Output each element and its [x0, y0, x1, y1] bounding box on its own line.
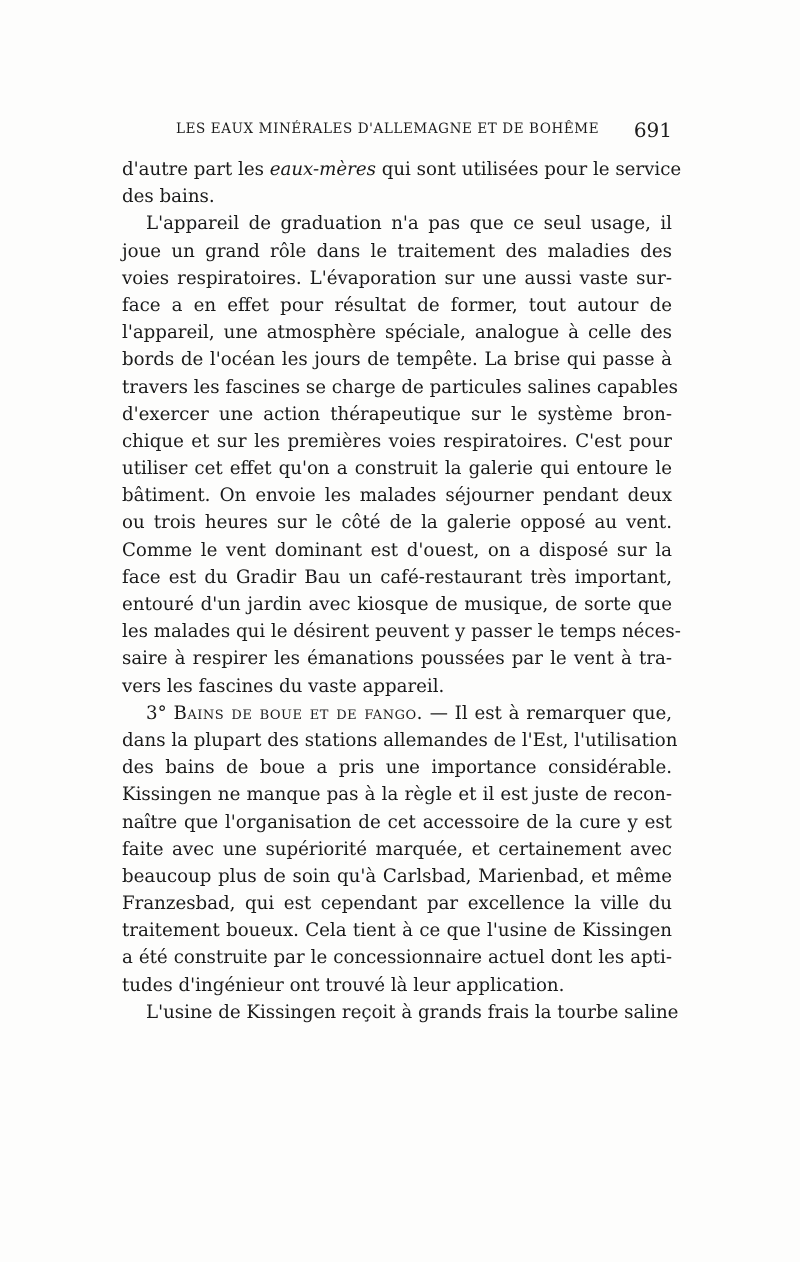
line-text: naître que l'organisation de cet accessoire de la cure y est: [122, 811, 672, 833]
line-text: Kissingen ne manque pas à la règle et il est juste de recon-: [122, 784, 672, 806]
text-line: [122, 455, 672, 482]
text-line: [122, 645, 672, 672]
text-line: [122, 210, 672, 237]
text-line: [122, 727, 678, 754]
line-text: des bains.: [122, 186, 215, 208]
line-text: bords de l'océan les jours de tempête. La brise qui passe à: [122, 349, 672, 371]
line-text: d'autre part les: [122, 159, 270, 180]
text-line: [122, 944, 672, 971]
italic-term: eaux-mères: [269, 159, 376, 180]
text-line: [122, 700, 672, 727]
paragraph: [122, 700, 678, 999]
text-line: [122, 537, 672, 564]
paragraph: [122, 156, 682, 210]
line-text: faite avec une supériorité marquée, et certainement avec: [122, 838, 672, 860]
text-line: [122, 156, 682, 183]
line-text: des bains de boue a pris une importance considérable.: [122, 757, 672, 779]
paragraph: [122, 999, 679, 1026]
page-number: 691: [633, 118, 672, 142]
line-text: beaucoup plus de soin qu'à Carlsbad, Marienbad, et même: [122, 865, 672, 887]
line-text: face a en effet pour résultat de former, tout autour de: [122, 294, 672, 316]
text-line: [122, 346, 672, 373]
text-line: [122, 183, 672, 210]
text-line: [122, 999, 679, 1026]
line-text: saire à respirer les émanations poussées par le vent à tra-: [122, 648, 672, 670]
line-text: — Il est à remarquer que,: [422, 702, 672, 724]
text-line: [122, 591, 672, 618]
text-line: [122, 401, 672, 428]
line-text: tudes d'ingénieur ont trouvé là leur application.: [122, 974, 565, 996]
line-text: dans la plupart des stations allemandes de l'Est, l'utilisation: [122, 729, 678, 751]
running-head: LES EAUX MINÉRALES D'ALLEMAGNE ET DE BOHÊME: [176, 121, 600, 137]
text-line: [122, 265, 672, 292]
line-text: Franzesbad, qui est cependant par excellence la ville du: [122, 893, 672, 915]
text-line: [122, 917, 672, 944]
line-text: qui sont utilisées pour le service: [375, 159, 682, 180]
text-line: [122, 374, 678, 401]
text-line: [122, 890, 672, 917]
line-text: utiliser cet effet qu'on a construit la galerie qui entoure le: [122, 458, 672, 480]
line-text: Comme le vent dominant est d'ouest, on a disposé sur la: [122, 539, 672, 561]
line-text: vers les fascines du vaste appareil.: [122, 675, 445, 697]
text-line: [122, 319, 672, 346]
line-text: entouré d'un jardin avec kiosque de musique, de sorte que: [122, 594, 672, 615]
text-line: [122, 238, 672, 265]
text-line: [122, 754, 672, 781]
line-text: joue un grand rôle dans le traitement des maladies des: [122, 240, 672, 262]
text-line: [122, 292, 672, 319]
text-line: [122, 781, 672, 808]
line-text: a été construite par le concessionnaire actuel dont les apti-: [122, 947, 672, 969]
line-text: L'usine de Kissingen reçoit à grands frais la tourbe saline: [146, 1001, 679, 1023]
line-text: bâtiment. On envoie les malades séjourner pendant deux: [122, 485, 672, 507]
body-text: [122, 156, 682, 1026]
text-line: [122, 673, 672, 700]
page-header: [176, 118, 672, 142]
text-line: [122, 863, 672, 890]
line-text: travers les fascines se charge de particules salines capables: [122, 376, 678, 398]
text-line: [122, 564, 672, 591]
line-text: L'appareil de graduation n'a pas que ce seul usage, il: [146, 213, 672, 235]
text-line: [122, 509, 672, 536]
paragraph: [122, 210, 681, 699]
text-line: [122, 809, 672, 836]
line-text: ou trois heures sur le côté de la galerie opposé au vent.: [122, 512, 672, 534]
line-text: chique et sur les premières voies respiratoires. C'est pour: [122, 430, 672, 452]
text-line: [122, 836, 672, 863]
text-line: [122, 972, 672, 999]
line-text: 3°: [146, 702, 174, 724]
line-text: face est du Gradir Bau un café-restaurant très important,: [122, 566, 672, 588]
text-line: [122, 618, 681, 645]
line-text: voies respiratoires. L'évaporation sur une aussi vaste sur-: [122, 267, 672, 289]
section-heading: Bains de boue et de fango.: [173, 702, 423, 724]
line-text: les malades qui le désirent peuvent y passer le temps néces-: [122, 621, 681, 643]
line-text: l'appareil, une atmosphère spéciale, analogue à celle des: [122, 322, 672, 344]
line-text: d'exercer une action thérapeutique sur le système bron-: [122, 403, 672, 425]
text-line: [122, 428, 672, 455]
line-text: traitement boueux. Cela tient à ce que l'usine de Kissingen: [122, 920, 672, 942]
text-line: [122, 482, 672, 509]
